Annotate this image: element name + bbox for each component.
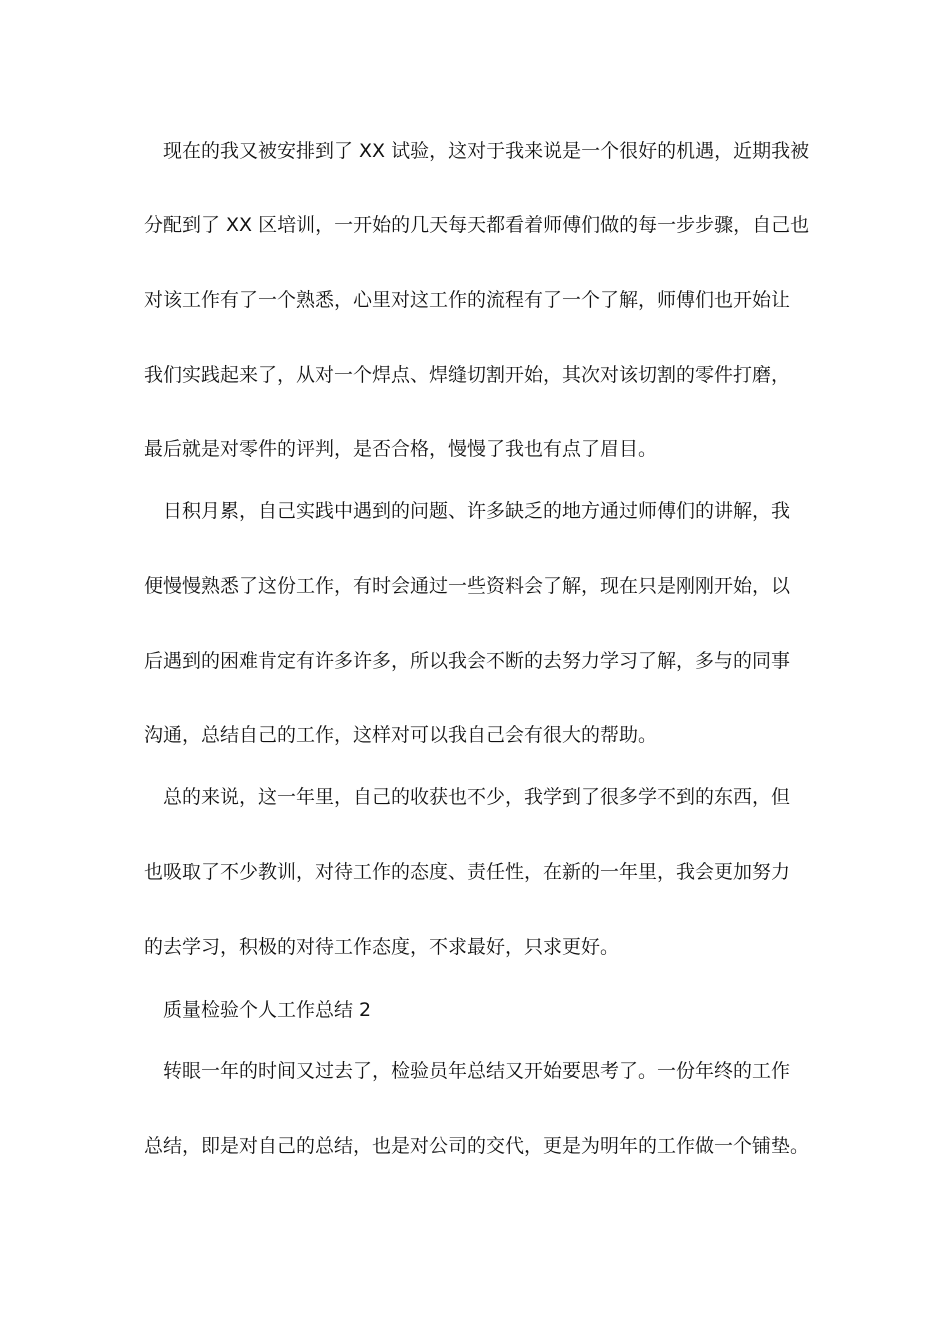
paragraph-4-line-1: 转眼一年的时间又过去了，检验员年总结又开始要思考了。一份年终的工作 <box>163 1060 791 1082</box>
paragraph-1-line-1: 现在的我又被安排到了 XX 试验，这对于我来说是一个很好的机遇，近期我被 <box>163 140 810 162</box>
paragraph-2-line-1: 日积月累，自己实践中遇到的问题、许多缺乏的地方通过师傅们的讲解，我 <box>163 500 791 522</box>
paragraph-2-line-3: 后遇到的困难肯定有许多许多，所以我会不断的去努力学习了解，多与的同事 <box>144 650 791 672</box>
paragraph-2-line-2: 便慢慢熟悉了这份工作，有时会通过一些资料会了解，现在只是刚刚开始，以 <box>144 575 791 597</box>
paragraph-3-line-3: 的去学习，积极的对待工作态度，不求最好，只求更好。 <box>144 936 620 958</box>
paragraph-4-line-2: 总结，即是对自己的总结，也是对公司的交代，更是为明年的工作做一个铺垫。 <box>144 1135 810 1157</box>
paragraph-3-line-2: 也吸取了不少教训，对待工作的态度、责任性，在新的一年里，我会更加努力 <box>144 861 791 883</box>
paragraph-1-line-4: 我们实践起来了，从对一个焊点、焊缝切割开始，其次对该切割的零件打磨， <box>144 364 791 386</box>
section-title: 质量检验个人工作总结 2 <box>163 999 372 1021</box>
paragraph-1-line-5: 最后就是对零件的评判，是否合格，慢慢了我也有点了眉目。 <box>144 438 658 460</box>
paragraph-3-line-1: 总的来说，这一年里，自己的收获也不少，我学到了很多学不到的东西，但 <box>163 786 791 808</box>
paragraph-1-line-2: 分配到了 XX 区培训，一开始的几天每天都看着师傅们做的每一步步骤，自己也 <box>144 214 810 236</box>
paragraph-1-line-3: 对该工作有了一个熟悉，心里对这工作的流程有了一个了解，师傅们也开始让 <box>144 289 791 311</box>
paragraph-2-line-4: 沟通，总结自己的工作，这样对可以我自己会有很大的帮助。 <box>144 724 658 746</box>
